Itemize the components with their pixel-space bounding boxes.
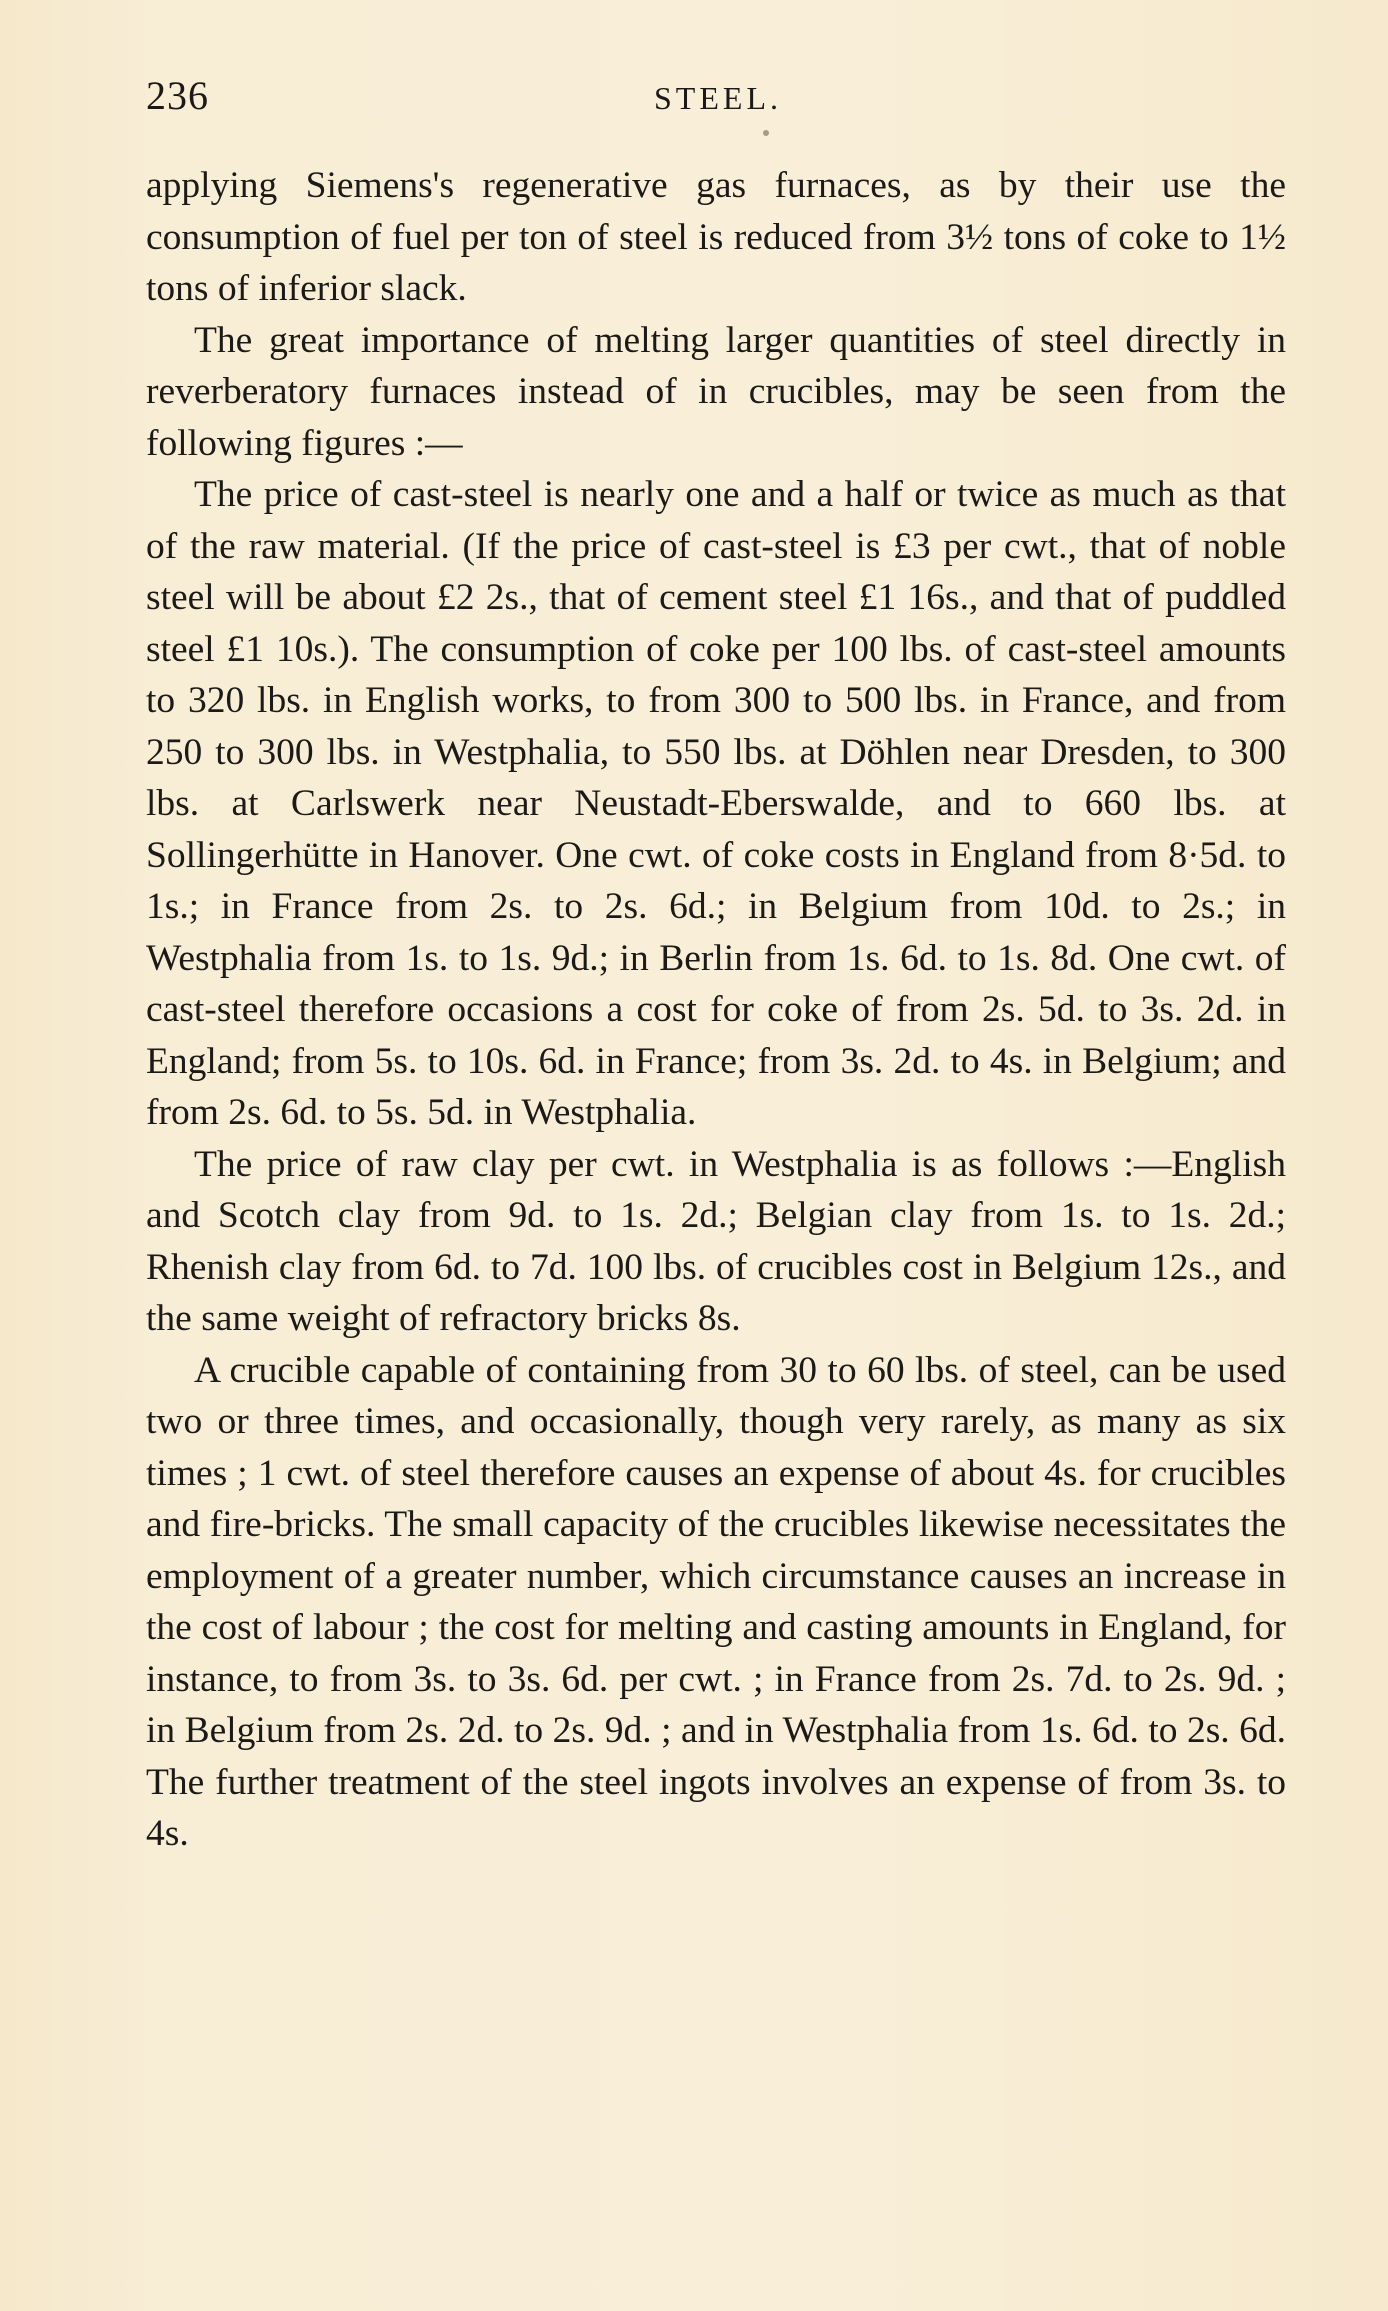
page-number: 236	[146, 73, 209, 118]
running-head: STEEL.	[654, 80, 782, 116]
paragraph: The price of raw clay per cwt. in Westphalia is as follows :—English and Scotch clay from 9d. to 1s. 2d.; Belgian clay from 1s. to 1s. 2d.; Rhenish clay from 6d. to 7d. 100 lbs. of crucibles cost in Belgium 12s., and the same weight of refractory bricks 8s.	[146, 1143, 1286, 1339]
paragraph: A crucible capable of containing from 30 to 60 lbs. of steel, can be used two or three times, and occasionally, though very rarely, as many as six times ; 1 cwt. of steel therefore causes an expense of about 4s. for crucibles and fire-bricks. The small capacity of the crucibles likewise necessitates the employment of a greater number, which circumstance causes an increase in the cost of labour ; the cost for melting and casting amounts in England, for instance, to from 3s. to 3s. 6d. per cwt. ; in France from 2s. 7d. to 2s. 9d. ; in Belgium from 2s. 2d. to 2s. 9d. ; and in Westphalia from 1s. 6d. to 2s. 6d. The further treatment of the steel ingots involves an expense of from 3s. to 4s.	[146, 1349, 1286, 1854]
paragraph: The price of cast-steel is nearly one and a half or twice as much as that of the raw material. (If the price of cast-steel is £3 per cwt., that of noble steel will be about £2 2s., that of cement steel £1 16s., and that of puddled steel £1 10s.). The consumption of coke per 100 lbs. of cast-steel amounts to 320 lbs. in English works, to from 300 to 500 lbs. in France, and from 250 to 300 lbs. in Westphalia, to 550 lbs. at Döhlen near Dresden, to 300 lbs. at Carlswerk near Neustadt-Eberswalde, and to 660 lbs. at Sollingerhütte in Hanover. One cwt. of coke costs in England from 8·5d. to 1s.; in France from 2s. to 2s. 6d.; in Belgium from 10d. to 2s.; in Westphalia from 1s. to 1s. 9d.; in Berlin from 1s. 6d. to 1s. 8d. One cwt. of cast-steel therefore occasions a cost for coke of from 2s. 5d. to 3s. 2d. in England; from 5s. to 10s. 6d. in France; from 3s. 2d. to 4s. in Belgium; and from 2s. 6d. to 5s. 5d. in Westphalia.	[146, 474, 1286, 1133]
paragraph: The great importance of melting larger quantities of steel directly in reverberatory furnaces instead of in crucibles, may be seen from the following figures :—	[146, 319, 1286, 464]
ink-speck	[763, 130, 769, 136]
paragraph-continued: applying Siemens's regenerative gas furnaces, as by their use the consumption of fuel per ton of steel is reduced from 3½ tons of coke to 1½ tons of inferior slack.	[146, 165, 1286, 309]
page-header	[146, 72, 1286, 132]
body-text	[146, 160, 1286, 1860]
